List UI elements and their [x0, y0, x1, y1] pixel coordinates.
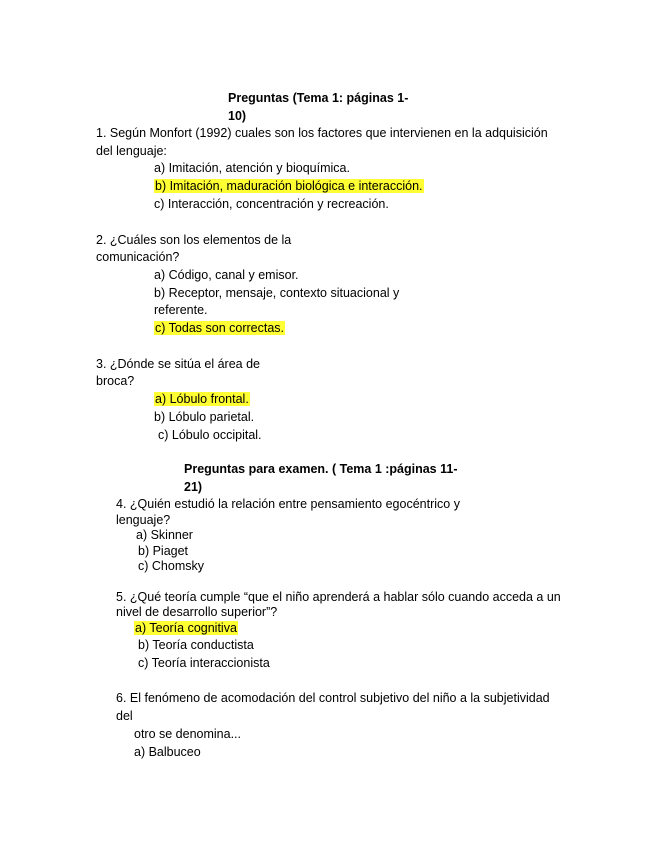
section-title-2: Preguntas para examen. ( Tema 1 :páginas 11-	[184, 462, 458, 476]
question-1-option-b: b) Imitación, maduración biológica e interacción.	[155, 179, 423, 193]
question-4-option-b: b) Piaget	[138, 544, 189, 558]
question-2-text-continued: comunicación?	[96, 250, 180, 264]
question-3-option-c: c) Lóbulo occipital.	[158, 428, 262, 442]
question-4-text: 4. ¿Quién estudió la relación entre pensamiento egocéntrico y	[116, 497, 460, 511]
question-5-option-c: c) Teoría interaccionista	[138, 656, 270, 670]
question-1-option-a: a) Imitación, atención y bioquímica.	[154, 161, 350, 175]
question-5-option-a: a) Teoría cognitiva	[135, 621, 237, 635]
question-1-option-c: c) Interacción, concentración y recreación.	[154, 197, 389, 211]
question-2-option-b: b) Receptor, mensaje, contexto situacional y	[154, 286, 400, 300]
question-4-option-c: c) Chomsky	[138, 559, 204, 573]
question-3-text-continued: broca?	[96, 374, 135, 388]
question-2-option-b-continued: referente.	[154, 303, 208, 317]
question-2-option-a: a) Código, canal y emisor.	[154, 268, 299, 282]
section-title-1-continued: 10)	[228, 109, 247, 123]
question-3-text: 3. ¿Dónde se sitúa el área de	[96, 357, 260, 371]
question-3-option-a: a) Lóbulo frontal.	[155, 392, 249, 406]
question-6-option-a: a) Balbuceo	[134, 745, 201, 759]
question-6-text: 6. El fenómeno de acomodación del control subjetivo del niño a la subjetividad	[116, 691, 550, 705]
question-1-text: 1. Según Monfort (1992) cuales son los factores que intervienen en la adquisición	[96, 126, 548, 140]
question-3-option-b: b) Lóbulo parietal.	[154, 410, 255, 424]
question-6-text-continued: del	[116, 709, 133, 723]
section-title-1: Preguntas (Tema 1: páginas 1-	[228, 91, 409, 105]
question-5-option-b: b) Teoría conductista	[138, 638, 254, 652]
question-2-text: 2. ¿Cuáles son los elementos de la	[96, 233, 292, 247]
question-5-text: 5. ¿Qué teoría cumple “que el niño aprenderá a hablar sólo cuando acceda a un	[116, 590, 561, 604]
question-2-option-c: c) Todas son correctas.	[155, 321, 284, 335]
question-4-text-continued: lenguaje?	[116, 513, 171, 527]
question-5-text-continued: nivel de desarrollo superior”?	[116, 605, 278, 619]
question-4-option-a: a) Skinner	[136, 528, 193, 542]
question-1-text-continued: del lenguaje:	[96, 144, 167, 158]
section-title-2-continued: 21)	[184, 480, 203, 494]
question-6-text-continued-2: otro se denomina...	[134, 727, 242, 741]
